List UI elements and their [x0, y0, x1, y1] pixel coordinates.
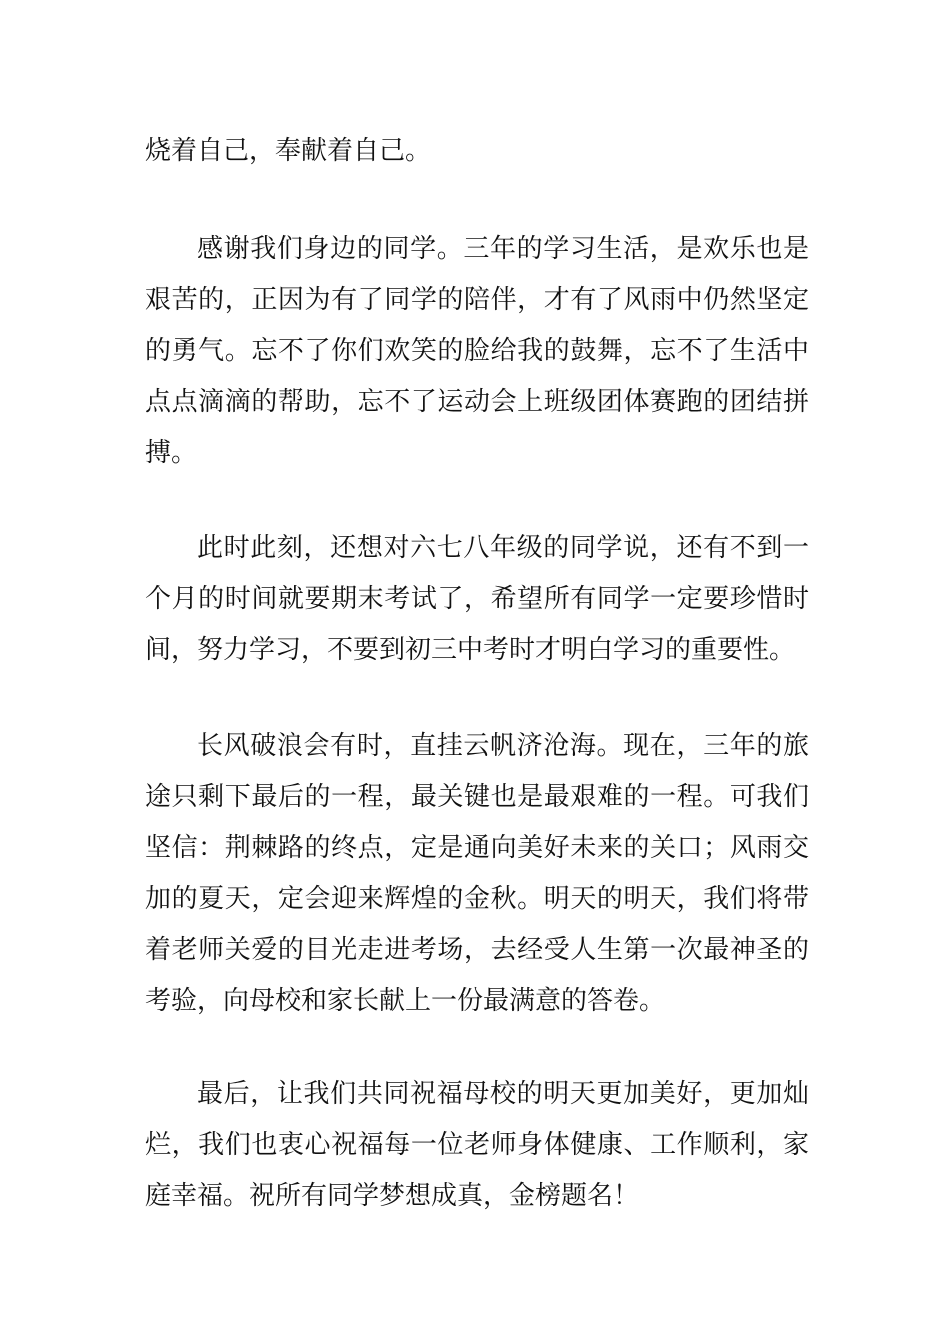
paragraph-message-to-juniors: 此时此刻，还想对六七八年级的同学说，还有不到一个月的时间就要期末考试了，希望所有同学一定要珍惜时间，努力学习，不要到初三中考时才明白学习的重要性。: [145, 533, 809, 665]
paragraph-thanks-classmates: 感谢我们身边的同学。三年的学习生活，是欢乐也是艰苦的，正因为有了同学的陪伴，才有了风雨中仍然坚定的勇气。忘不了你们欢笑的脸给我的鼓舞，忘不了生活中点点滴滴的帮助，忘不了运动会上班级团体赛跑的团结拼搏。: [145, 234, 809, 468]
paragraph-closing-wishes: 最后，让我们共同祝福母校的明天更加美好，更加灿烂，我们也衷心祝福每一位老师身体健康、工作顺利，家庭幸福。祝所有同学梦想成真，金榜题名！: [145, 1079, 809, 1211]
paragraph-journey: 长风破浪会有时，直挂云帆济沧海。现在，三年的旅途只剩下最后的一程，最关键也是最艰难的一程。可我们坚信：荆棘路的终点，定是通向美好未来的关口；风雨交加的夏天，定会迎来辉煌的金秋。明天的明天，我们将带着老师关爱的目光走进考场，去经受人生第一次最神圣的考验，向母校和家长献上一份最满意的答卷。: [145, 731, 809, 1016]
paragraph-continued: 烧着自己，奉献着自己。: [145, 136, 432, 166]
